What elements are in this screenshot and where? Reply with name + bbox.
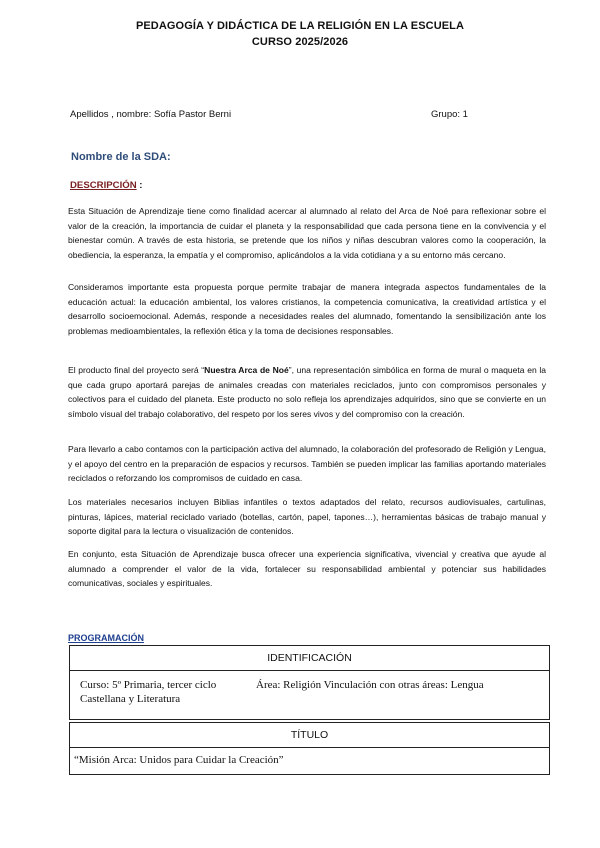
p3-start: El producto final del proyecto será “ bbox=[68, 365, 205, 375]
document-subtitle: CURSO 2025/2026 bbox=[251, 36, 349, 48]
description-paragraph-2: Consideramos importante esta propuesta porque permite trabajar de manera integrada aspectos fundamentales de la educación actual: la educación ambiental, los valores cristianos, la competencia comunicativa, la creatividad artística y el desarrollo socioemocional. Además, responde a necesidades reales del alumnado, fomentando la sensibilización ante los problemas medioambientales, la reflexión ética y la toma de decisiones responsables. bbox=[68, 282, 546, 336]
description-paragraph-6: En conjunto, esta Situación de Aprendizaje busca ofrecer una experiencia significativa, vivencial y creativa que ayude al alumnado a comprender el valor de la vida, fortalecer su responsabilidad ambiental y potenciar sus habilidades comunicativas, sociales y espirituales. bbox=[68, 549, 546, 588]
titulo-table bbox=[69, 722, 550, 775]
student-name: Apellidos , nombre: Sofía Pastor Berni bbox=[70, 109, 232, 120]
student-group: Grupo: 1 bbox=[431, 109, 468, 120]
document-title: PEDAGOGÍA Y DIDÁCTICA DE LA RELIGIÓN EN LA ESCUELA bbox=[135, 20, 465, 32]
p3-rest: ”, una representación simbólica en forma de mural o maqueta en la que cada grupo aportará parejas de animales creadas con materiales reciclados, junto con compromisos personales y colectivos para el cuidado del planeta. Este producto no solo refleja los aprendizajes adquiridos, sino que se convierte en un símbolo visual del trabajo colaborativo, del respeto por los seres vivos y del compromiso con la creación. bbox=[68, 365, 547, 419]
titulo-body bbox=[70, 748, 549, 775]
curso-line-1: Curso: 5º Primaria, tercer ciclo bbox=[80, 679, 217, 691]
description-heading bbox=[70, 180, 143, 191]
description-heading-text: DESCRIPCIÓN bbox=[70, 180, 137, 191]
titulo-value: “Misión Arca: Unidos para Cuidar la Creación” bbox=[74, 754, 284, 766]
description-paragraph-5: Los materiales necesarios incluyen Biblias infantiles o textos adaptados del relato, recursos audiovisuales, cartulinas, pinturas, lápices, material reciclado variado (botellas, cartón, papel, tapones…), herramientas básicas de trabajo manual y soporte digital para la lectura o visualización de contenidos. bbox=[68, 497, 546, 536]
programacion-heading: PROGRAMACIÓN bbox=[68, 633, 144, 643]
curso-line-2: Castellana y Literatura bbox=[80, 693, 181, 705]
identificacion-body bbox=[70, 671, 549, 719]
identificacion-header: IDENTIFICACIÓN bbox=[70, 646, 549, 671]
area-text: Área: Religión Vinculación con otras áreas: Lengua bbox=[256, 679, 484, 691]
description-heading-suffix: : bbox=[136, 180, 143, 191]
description-paragraph-4: Para llevarlo a cabo contamos con la participación activa del alumnado, la colaboración del profesorado de Religión y Lengua, y el apoyo del centro en la preparación de espacios y recursos. También se pueden implicar las familias aportando materiales reciclados o reforzando los compromisos de cuidado en casa. bbox=[68, 444, 546, 483]
titulo-header: TÍTULO bbox=[70, 723, 549, 748]
description-paragraph-1: Esta Situación de Aprendizaje tiene como finalidad acercar al alumnado al relato del Arca de Noé para reflexionar sobre el valor de la creación, la importancia de cuidar el planeta y la responsabilidad que cada persona tiene en la convivencia y el bienestar común. A través de esta historia, se pretende que los niños y niñas descubran valores como la cooperación, la obediencia, la esperanza, la empatía y el compromiso, aplicándolos a la vida cotidiana y a su entorno más cercano. bbox=[68, 206, 546, 260]
identificacion-table bbox=[69, 645, 550, 720]
description-paragraph-3 bbox=[68, 363, 546, 421]
sda-name-label: Nombre de la SDA: bbox=[71, 151, 171, 163]
product-name: Nuestra Arca de Noé bbox=[204, 365, 289, 375]
